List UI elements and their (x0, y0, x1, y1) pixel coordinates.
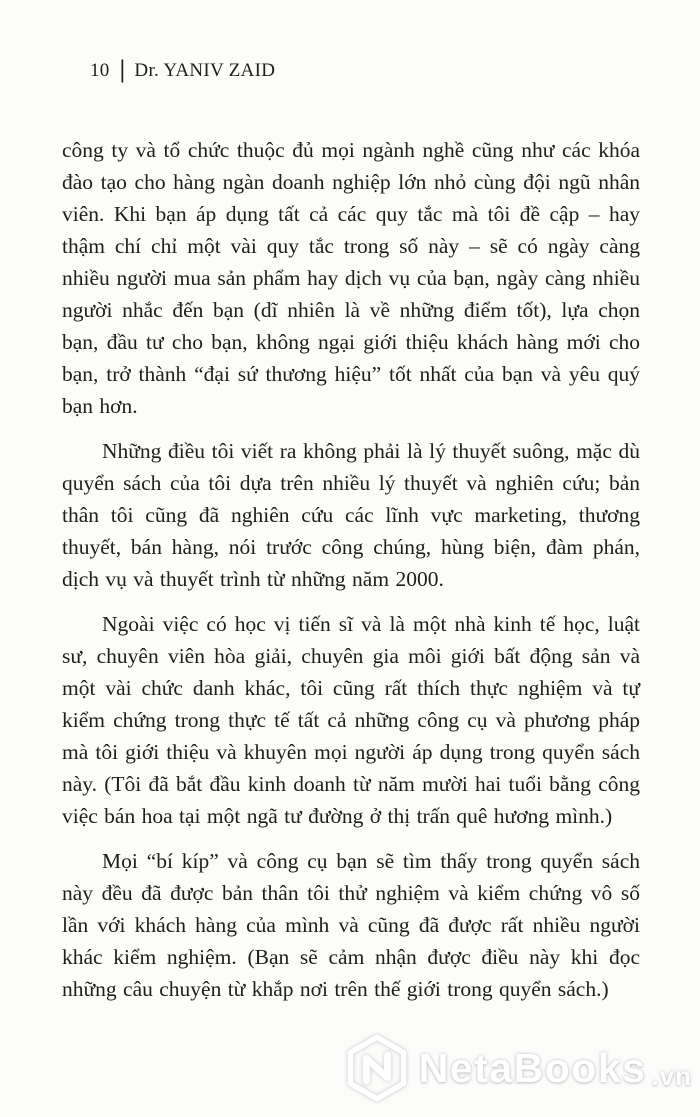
page-header (90, 58, 275, 83)
book-author: Dr. YANIV ZAID (134, 59, 276, 81)
header-separator-bar: | (119, 56, 126, 83)
netabooks-watermark (343, 1034, 692, 1102)
paragraph-3: Ngoài việc có học vị tiến sĩ và là một nhà kinh tế học, luật sư, chuyên viên hòa giải, chuyên gia môi giới bất động sản và một vài chức danh khác, tôi cũng rất thích thực nghiệm và tự kiểm chứng trong thực tế tất cả những công cụ và phương pháp mà tôi giới thiệu và khuyên mọi người áp dụng trong quyển sách này. (Tôi đã bắt đầu kinh doanh từ năm mười hai tuổi bằng công việc bán hoa tại một ngã tư đường ở thị trấn quê hương mình.) (62, 612, 640, 828)
watermark-brand-text: NetaBooks (418, 1044, 647, 1091)
paragraph-4: Mọi “bí kíp” và công cụ bạn sẽ tìm thấy trong quyển sách này đều đã được bản thân tôi thử nghiệm và kiểm chứng vô số lần với khách hàng của mình và cũng đã được rất nhiều người khác kiểm nghiệm. (Bạn sẽ cảm nhận được điều này khi đọc những câu chuyện từ khắp nơi trên thế giới trong quyển sách.) (62, 849, 640, 1001)
paragraph-1: công ty và tổ chức thuộc đủ mọi ngành nghề cũng như các khóa đào tạo cho hàng ngàn doanh nghiệp lớn nhỏ cùng đội ngũ nhân viên. Khi bạn áp dụng tất cả các quy tắc mà tôi đề cập – hay thậm chí chỉ một vài quy tắc trong số này – sẽ có ngày càng nhiều người mua sản phẩm hay dịch vụ của bạn, ngày càng nhiều người nhắc đến bạn (dĩ nhiên là về những điểm tốt), lựa chọn bạn, đầu tư cho bạn, không ngại giới thiệu khách hàng mới cho bạn, trở thành “đại sứ thương hiệu” tốt nhất của bạn và yêu quý bạn hơn. (62, 138, 640, 418)
hexagon-n-logo-icon (343, 1034, 411, 1102)
watermark-tld-text: .vn (651, 1061, 692, 1091)
page-number: 10 (90, 59, 110, 81)
page-body (62, 134, 640, 1018)
paragraph-2: Những điều tôi viết ra không phải là lý thuyết suông, mặc dù quyển sách của tôi dựa trên nhiều lý thuyết và nghiên cứu; bản thân tôi cũng đã nghiên cứu các lĩnh vực marketing, thương thuyết, bán hàng, nói trước công chúng, hùng biện, đàm phán, dịch vụ và thuyết trình từ những năm 2000. (62, 439, 640, 591)
